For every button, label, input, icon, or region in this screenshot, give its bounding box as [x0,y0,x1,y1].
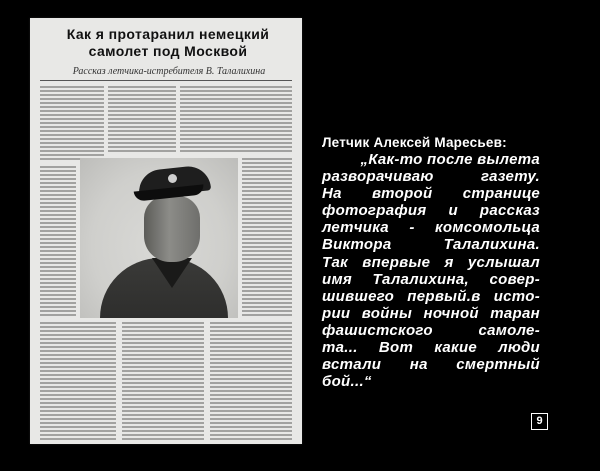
pilot-portrait-photo [80,158,238,318]
newsprint-column [108,86,176,154]
newsprint-column [210,322,292,440]
quote-line: рии войны ночной таран [322,304,540,322]
quote-line: фотография и рассказ [322,202,540,220]
headline-line-2: самолет под Москвой [88,43,248,59]
quote-line: летчика - комсомольца [322,219,540,237]
quote-line: „Как-то после вылета [360,151,540,168]
clipping-headline [44,26,292,60]
quote-line: та... Вот какие люди [322,339,540,357]
quote-line: бой...“ [322,373,372,391]
quote-author: Летчик Алексей Маресьев: [322,135,507,150]
quote-line: На второй странице [322,185,540,203]
newsprint-column [40,322,116,440]
frame-number-badge: 9 [531,413,548,430]
quote-block [322,134,540,390]
quote-line: разворачиваю газету. [322,168,540,186]
quote-line: фашистского самоле- [322,321,540,339]
newsprint-column [122,322,204,440]
quote-line: встали на смертный [322,356,540,374]
newsprint-column [40,166,76,316]
clipping-byline: Рассказ летчика-истребителя В. Талалихина [72,66,266,77]
newsprint-column [40,86,104,162]
portrait-face [144,196,200,262]
quote-line: Виктора Талалихина. [322,236,540,254]
quote-line: Так впервые я услышал [322,253,540,271]
headline-line-1: Как я протаранил немецкий [66,26,270,42]
quote-line: шившего первый.в исто- [322,287,540,305]
newsprint-column [242,158,292,318]
newspaper-clipping [30,18,302,444]
quote-line: имя Талалихина, совер- [322,270,540,288]
star-badge-icon [168,174,177,183]
divider [40,80,292,81]
newsprint-column [180,86,292,154]
